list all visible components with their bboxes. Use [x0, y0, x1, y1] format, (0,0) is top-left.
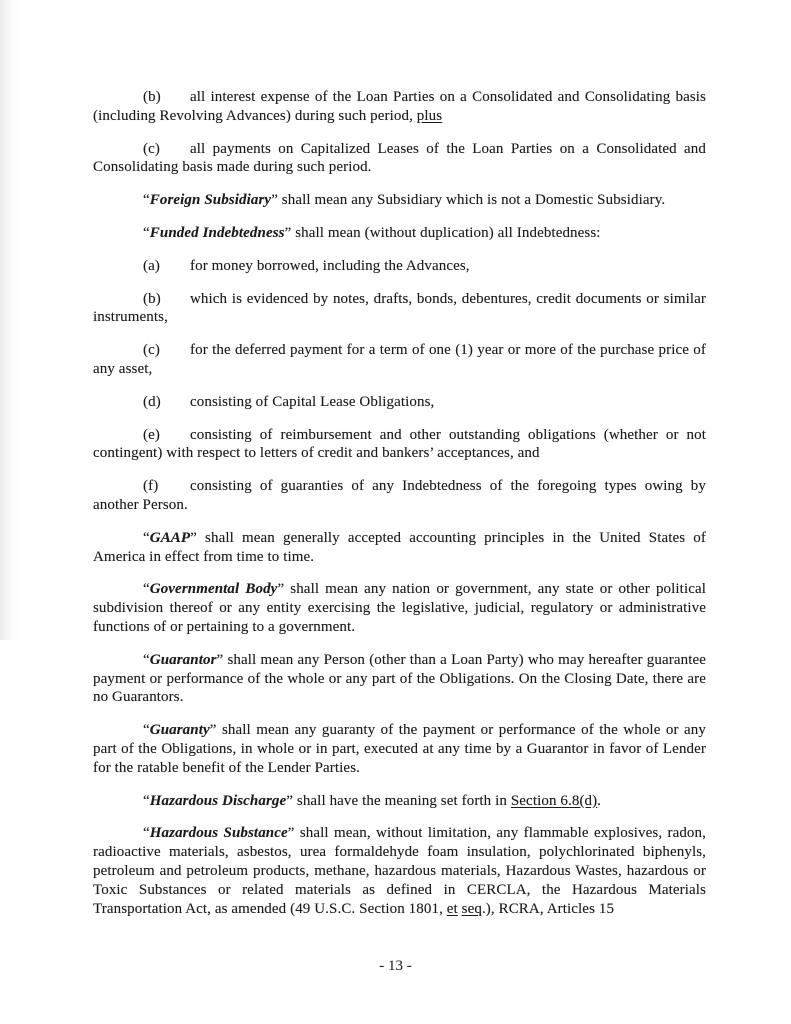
defined-term: Hazardous Discharge	[149, 792, 287, 809]
body-text: ” shall mean any Person (other than a Loan Party) who may hereafter guarantee payment or performance of the whole or any part of the Obligations. On the Closing Date, there are no Guarantors.	[93, 651, 706, 706]
body-text: for money borrowed, including the Advances,	[190, 257, 470, 274]
paragraph	[93, 580, 706, 636]
paragraph	[93, 792, 706, 811]
body-text: all payments on Capitalized Leases of the Loan Parties on a Consolidated and Consolidating basis made during such period.	[93, 140, 706, 176]
paragraph	[93, 529, 706, 567]
body-text: all interest expense of the Loan Parties on a Consolidated and Consolidating basis (including Revolving Advances) during such period,	[93, 89, 706, 124]
body-text: “	[143, 192, 150, 209]
document-body	[93, 88, 706, 932]
list-label: (e)	[143, 426, 160, 443]
body-text: “	[143, 792, 150, 809]
body-text: “	[143, 529, 150, 546]
body-text: consisting of reimbursement and other outstanding obligations (whether or not contingent) with respect to letters of credit and bankers’ acceptances, and	[93, 426, 706, 462]
body-text: consisting of guaranties of any Indebtedness of the foregoing types owing by another Person.	[93, 478, 706, 513]
underlined-text: Section 6.8(d)	[510, 792, 598, 809]
list-label: (b)	[143, 89, 161, 105]
body-text: ” shall mean generally accepted accounting principles in the United States of America in effect from time to time.	[93, 529, 706, 565]
body-text: “	[143, 722, 150, 739]
body-text: which is evidenced by notes, drafts, bonds, debentures, credit documents or similar instruments,	[93, 290, 706, 326]
body-text: .), RCRA, Articles 15	[481, 900, 615, 917]
paragraph	[93, 426, 706, 464]
paragraph	[93, 140, 706, 178]
list-label: (d)	[143, 393, 161, 410]
paragraph	[93, 824, 706, 918]
body-text: ” shall have the meaning set forth in	[286, 792, 511, 809]
list-label: (f)	[143, 478, 159, 495]
list-label: (a)	[143, 257, 160, 274]
defined-term: GAAP	[149, 529, 191, 546]
paragraph	[93, 341, 706, 379]
page-number: - 13 -	[379, 958, 412, 974]
body-text: ” shall mean any Subsidiary which is not a Domestic Subsidiary.	[271, 192, 666, 209]
paragraph	[93, 191, 706, 210]
scan-edge-shadow	[0, 0, 22, 640]
defined-term: Guarantor	[149, 651, 217, 668]
paragraph	[93, 477, 706, 515]
body-text: .	[597, 792, 602, 809]
paragraph	[93, 257, 706, 276]
body-text: “	[143, 651, 150, 668]
body-text: “	[143, 224, 150, 241]
defined-term: Governmental Body	[149, 581, 278, 598]
body-text: ” shall mean, without limitation, any flammable explosives, radon, radioactive materials, asbestos, urea formaldehyde foam insulation, polychlorinated biphenyls, petroleum and petroleum products, methane, hazardous materials, Hazardous Wastes, hazardous or Toxic Substances or related materials as defined in CERCLA, the Hazardous Materials Transportation Act, as amended (49 U.S.C. Section 1801,	[93, 825, 706, 917]
underlined-text: et	[446, 900, 458, 917]
body-text: ” shall mean any guaranty of the payment or performance of the whole or any part of the Obligations, in whole or in part, executed at any time by a Guarantor in favor of Lender for the ratable benefit of the Lender Parties.	[93, 722, 706, 776]
underlined-text: seq	[461, 900, 482, 917]
defined-term: Funded Indebtedness	[149, 224, 285, 241]
list-label: (c)	[143, 342, 160, 359]
body-text: consisting of Capital Lease Obligations,	[190, 393, 435, 410]
paragraph	[93, 290, 706, 328]
body-text: “	[143, 581, 150, 598]
list-label: (c)	[143, 140, 160, 157]
body-text: “	[143, 825, 150, 842]
body-text: ” shall mean any nation or government, any state or other political subdivision thereof or any entity exercising the legislative, judicial, regulatory or administrative functions of or pertaining to a government.	[93, 581, 706, 635]
list-label: (b)	[143, 290, 161, 307]
defined-term: Foreign Subsidiary	[149, 192, 272, 209]
defined-term: Hazardous Substance	[149, 825, 288, 842]
paragraph	[93, 224, 706, 243]
underlined-text: plus	[416, 107, 443, 124]
paragraph	[93, 721, 706, 777]
body-text: for the deferred payment for a term of one (1) year or more of the purchase price of any asset,	[93, 342, 706, 377]
paragraph	[93, 393, 706, 412]
body-text: ” shall mean (without duplication) all Indebtedness:	[284, 224, 601, 241]
paragraph	[93, 88, 706, 126]
paragraph	[93, 651, 706, 707]
defined-term: Guaranty	[149, 722, 210, 739]
